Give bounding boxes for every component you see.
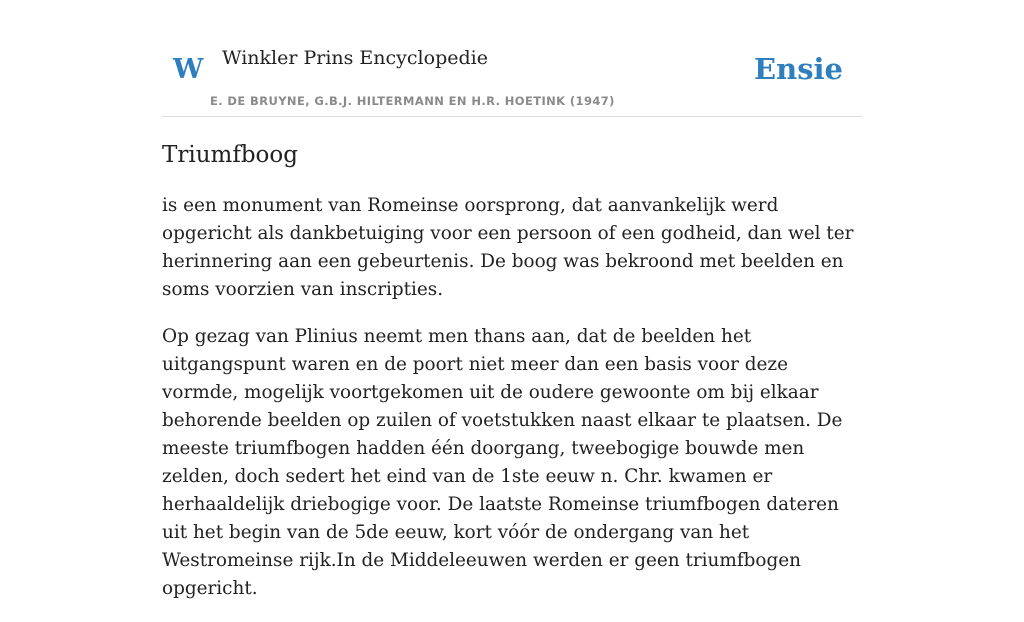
source-title[interactable]: Winkler Prins Encyclopedie [222,47,488,69]
article-paragraph: Op gezag van Plinius neemt men thans aan, dat de beelden het uitgangspunt waren en de poort niet meer dan een basis voor deze vormde, mogelijk voortgekomen uit de oudere gewoonte om bij elkaar behorende beelden op zuilen of voetstukken naast elkaar te plaatsen. De meeste triumfbogen hadden één doorgang, tweebogige bouwde men zelden, doch sedert het eind van de 1ste eeuw n. Chr. kwamen er herhaaldelijk driebogige voor. De laatste Romeinse triumfbogen dateren uit het begin van de 5de eeuw, kort vóór de ondergang van het Westromeinse rijk.In de Middeleeuwen werden er geen triumfbogen opgericht. [162,326,843,599]
article-title: Triumfboog [162,142,298,168]
winkler-prins-logo[interactable]: W [173,54,204,85]
source-authors: E. DE BRUYNE, G.B.J. HILTERMANN EN H.R. HOETINK (1947) [210,94,615,108]
article-paragraph: is een monument van Romeinse oorsprong, dat aanvankelijk werd opgericht als dankbetuiging voor een persoon of een godheid, dan wel ter herinnering aan een gebeurtenis. De boog was bekroond met beelden en soms voorzien van inscripties. [162,195,854,300]
article-body [162,192,868,622]
page-header [162,0,862,117]
ensie-brand-logo[interactable]: Ensie [754,52,843,86]
